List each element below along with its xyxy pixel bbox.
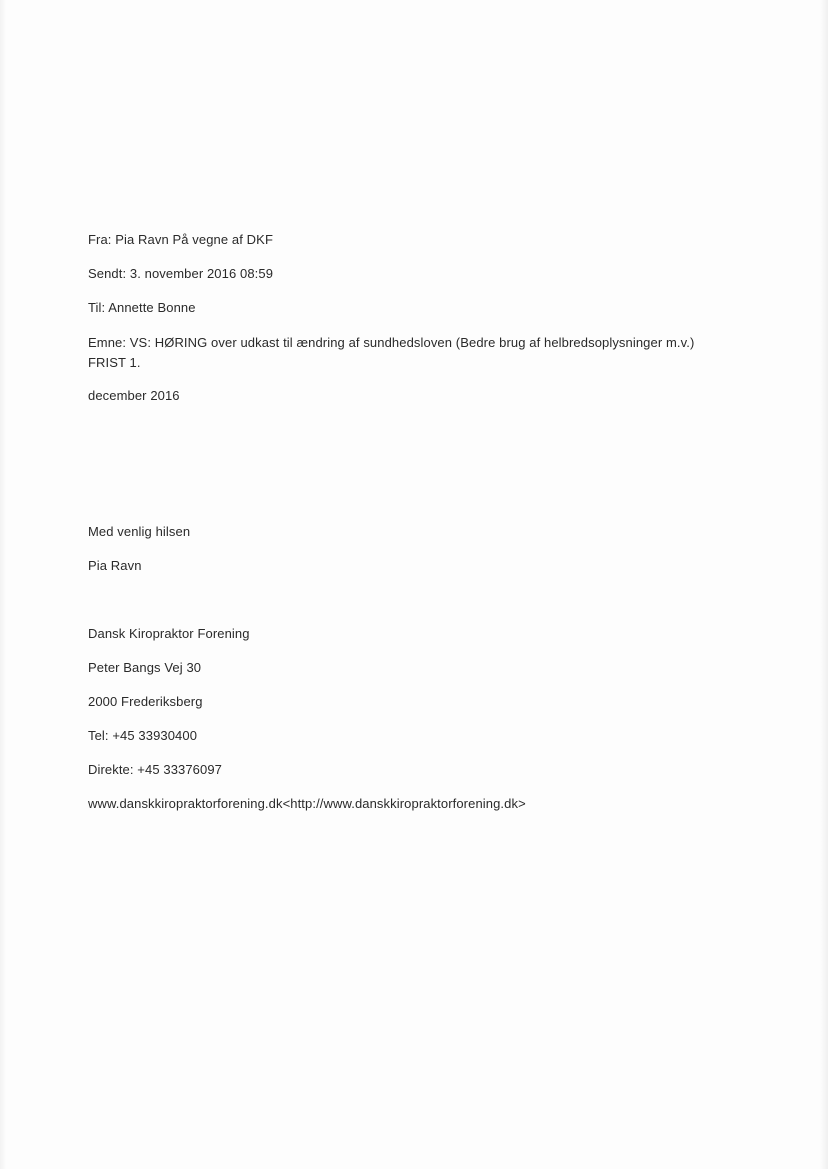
email-to: Til: Annette Bonne (88, 300, 196, 315)
signature-city: 2000 Frederiksberg (88, 694, 203, 709)
email-subject-line-2: FRIST 1. (88, 355, 141, 370)
email-subject-line-1: Emne: VS: HØRING over udkast til ændring af sundhedsloven (Bedre brug af helbredsoplysninger m.v.) (88, 335, 695, 350)
signature-street: Peter Bangs Vej 30 (88, 660, 202, 675)
email-subject-line-3: december 2016 (88, 388, 180, 403)
signature-direct-phone: Direkte: +45 33376097 (88, 762, 223, 777)
signature-organization: Dansk Kiropraktor Forening (88, 626, 250, 641)
scan-edge-left (0, 0, 6, 1169)
signature-phone: Tel: +45 33930400 (88, 728, 198, 743)
signature-website-link[interactable]: www.danskkiropraktorforening.dk<http://www.danskkiropraktorforening.dk> (88, 796, 526, 811)
closing-greeting: Med venlig hilsen (88, 524, 191, 539)
closing-name: Pia Ravn (88, 558, 142, 573)
scan-edge-right (820, 0, 828, 1169)
email-from: Fra: Pia Ravn På vegne af DKF (88, 232, 273, 247)
email-sent: Sendt: 3. november 2016 08:59 (88, 266, 274, 281)
